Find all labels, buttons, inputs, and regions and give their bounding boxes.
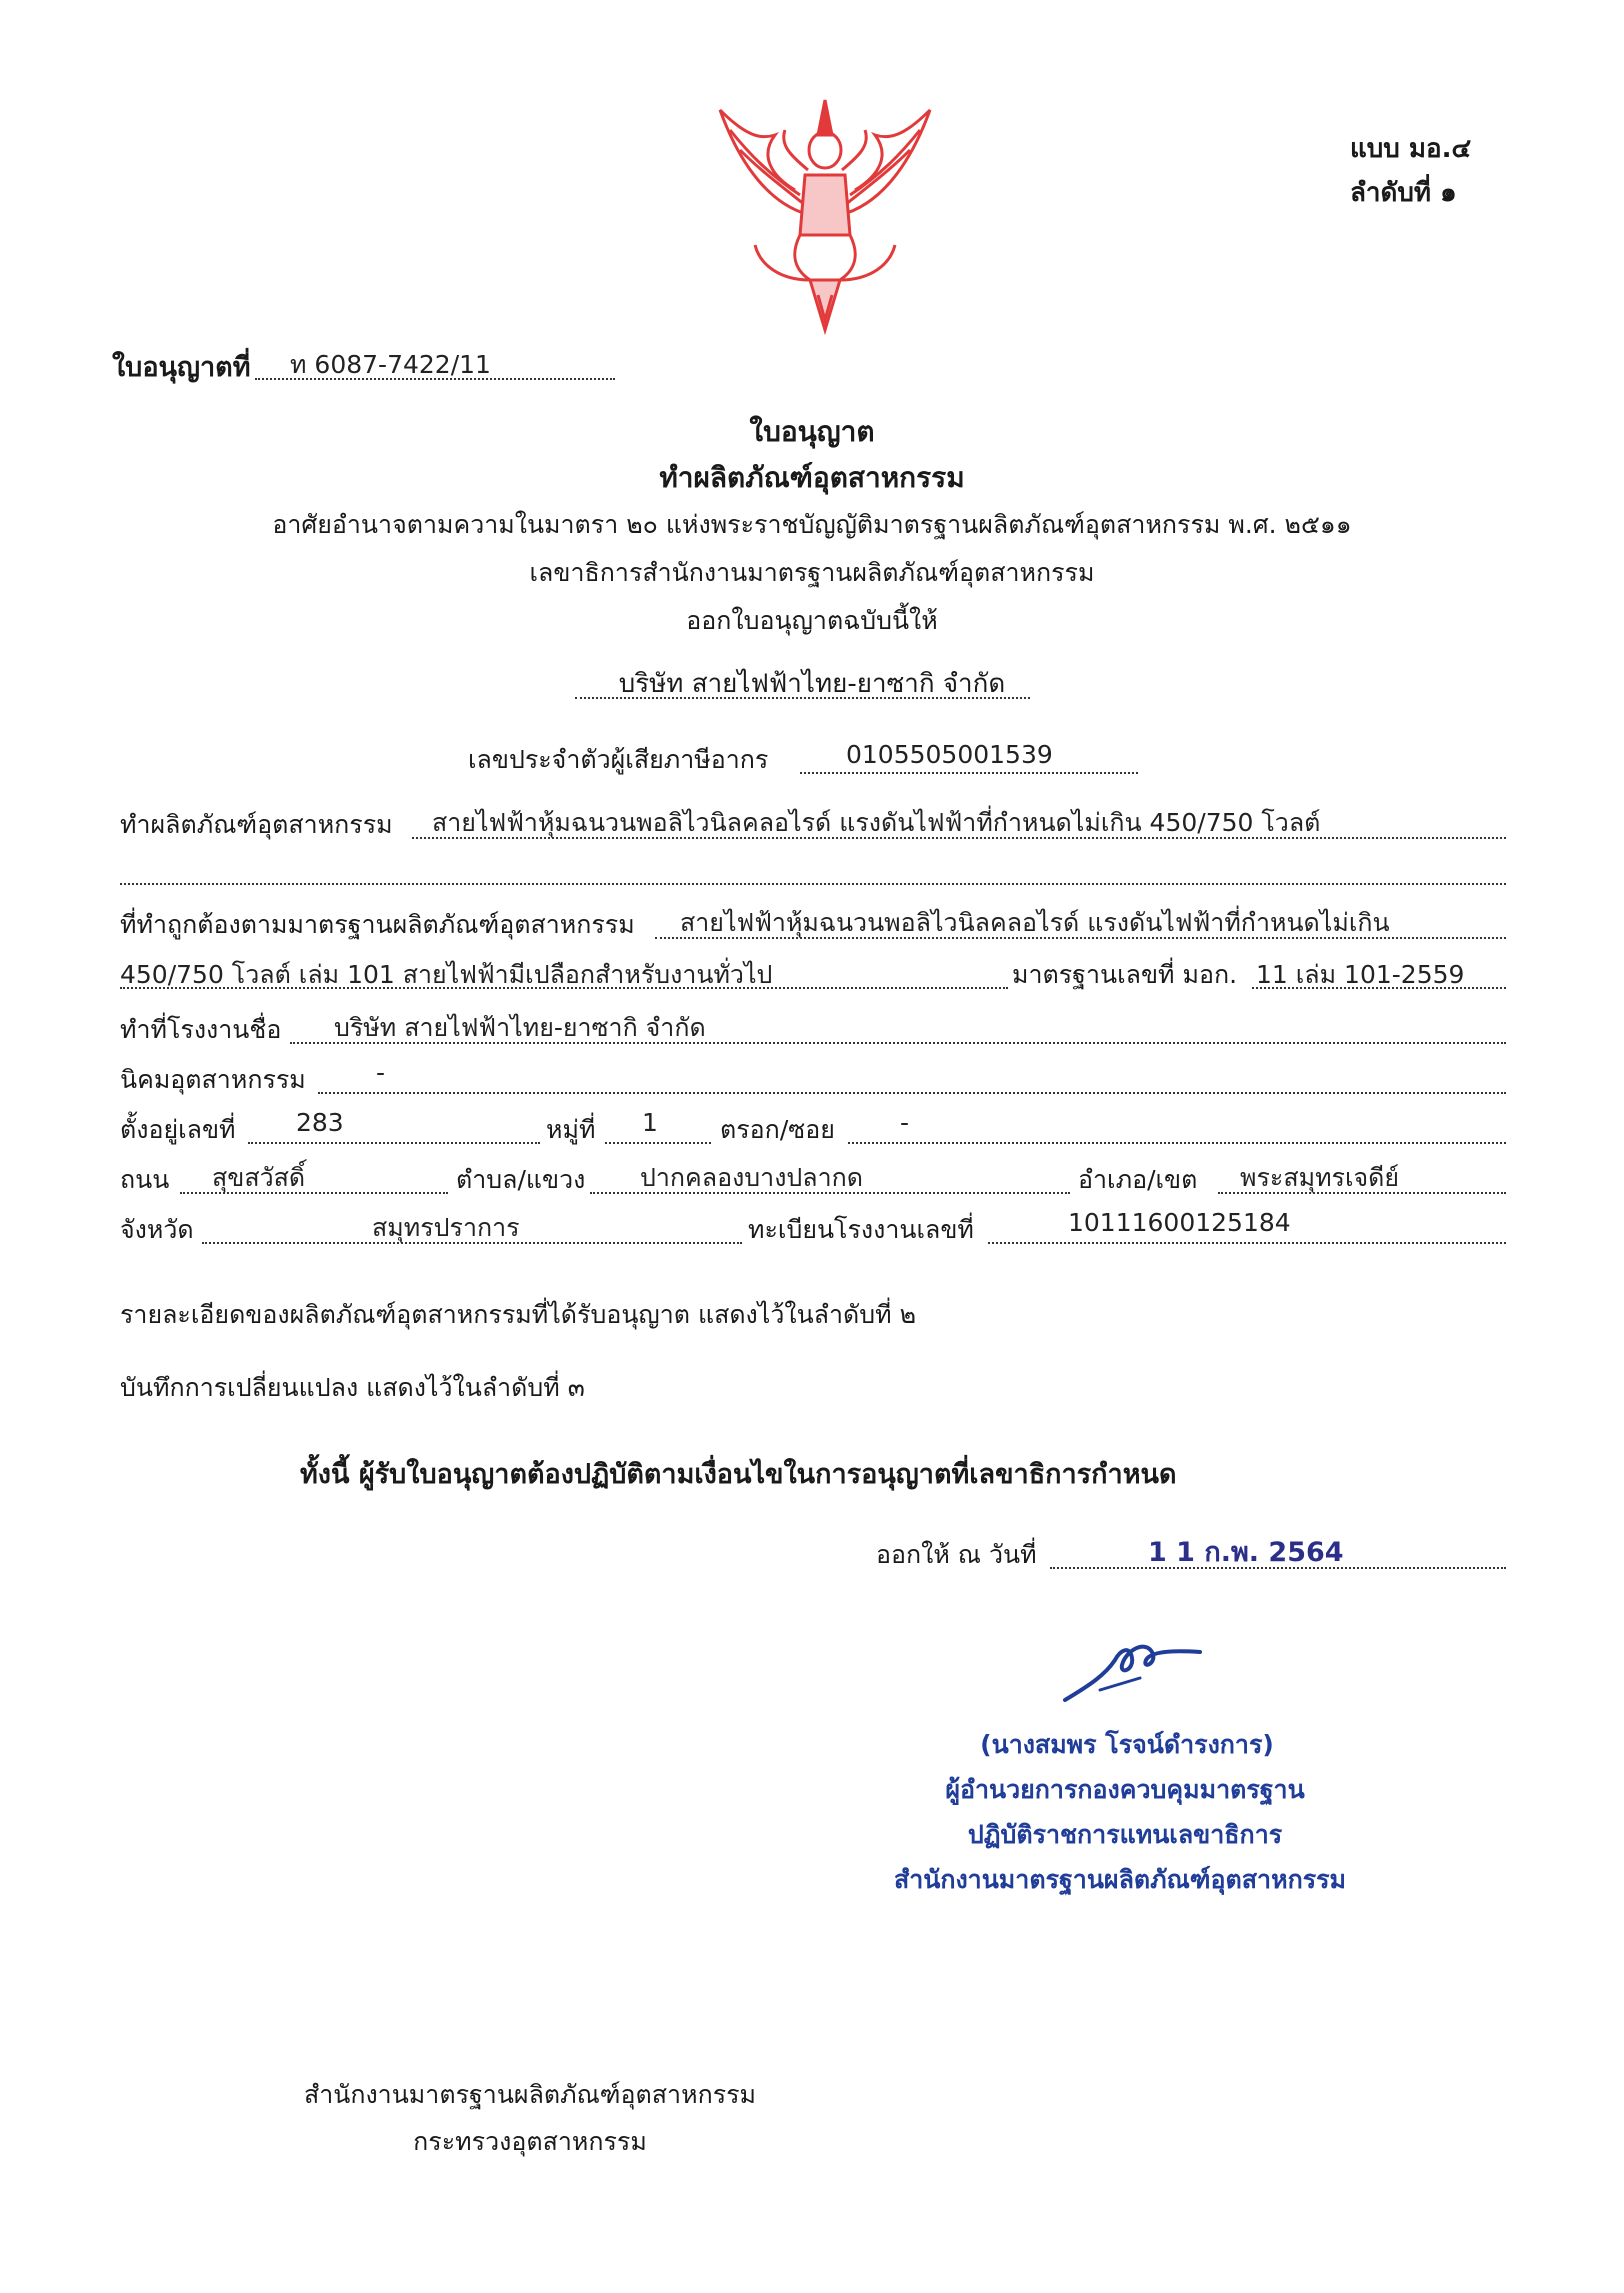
address-label: ตั้งอยู่เลขที่ bbox=[120, 1115, 236, 1144]
issue-date-stamp: 1 1 ก.พ. 2564 bbox=[1148, 1537, 1344, 1568]
reg-label: ทะเบียนโรงงานเลขที่ bbox=[748, 1215, 974, 1244]
product-value: สายไฟฟ้าหุ้มฉนวนพอลิไวนิลคลอไรด์ แรงดันไฟฟ้าที่กำหนดไม่เกิน 450/750 โวลต์ bbox=[432, 808, 1321, 837]
product-line-2 bbox=[120, 883, 1506, 885]
standard-no-value: 11 เล่ม 101-2559 bbox=[1256, 960, 1465, 989]
factory-name-value: บริษัท สายไฟฟ้าไทย-ยาซากิ จำกัด bbox=[334, 1013, 706, 1042]
licensee-name: บริษัท สายไฟฟ้าไทย-ยาซากิ จำกัด bbox=[618, 669, 1006, 699]
estate-line bbox=[318, 1092, 1506, 1094]
province-label: จังหวัด bbox=[120, 1215, 194, 1244]
road-value: สุขสวัสดิ์ bbox=[212, 1163, 306, 1192]
subdistrict-label: ตำบล/แขวง bbox=[456, 1165, 586, 1194]
condition-note: ทั้งนี้ ผู้รับใบอนุญาตต้องปฏิบัติตามเงื่อนไขในการอนุญาตที่เลขาธิการกำหนด bbox=[300, 1459, 1177, 1490]
moo-label: หมู่ที่ bbox=[546, 1115, 596, 1144]
license-no-label: ใบอนุญาตที่ bbox=[112, 352, 251, 383]
signatory-title-1: ผู้อำนวยการกองควบคุมมาตรฐาน bbox=[945, 1775, 1305, 1804]
moo-line bbox=[605, 1142, 711, 1144]
footer-ministry: กระทรวงอุตสาหกรรม bbox=[413, 2127, 647, 2156]
signatory-name: (นางสมพร โรจน์ดำรงการ) bbox=[980, 1730, 1274, 1759]
standard-value-1: สายไฟฟ้าหุ้มฉนวนพอลิไวนิลคลอไรด์ แรงดันไฟฟ้าที่กำหนดไม่เกิน bbox=[680, 908, 1390, 937]
tax-id-value: 0105505001539 bbox=[846, 740, 1053, 769]
standard-label: ที่ทำถูกต้องตามมาตรฐานผลิตภัณฑ์อุตสาหกรรม bbox=[120, 910, 635, 939]
standard-value-2: 450/750 โวลต์ เล่ม 101 สายไฟฟ้ามีเปลือกสำหรับงานทั่วไป bbox=[120, 960, 773, 989]
address-value: 283 bbox=[296, 1108, 344, 1137]
estate-label: นิคมอุตสาหกรรม bbox=[120, 1065, 306, 1094]
address-line bbox=[248, 1142, 540, 1144]
signatory-title-2: ปฏิบัติราชการแทนเลขาธิการ bbox=[967, 1820, 1283, 1849]
district-label: อำเภอ/เขต bbox=[1078, 1165, 1198, 1194]
tax-id-line bbox=[800, 772, 1138, 774]
issue-date-label: ออกให้ ณ วันที่ bbox=[876, 1540, 1037, 1569]
product-label: ทำผลิตภัณฑ์อุตสาหกรรม bbox=[120, 810, 393, 839]
signatory-title-3: สำนักงานมาตรฐานผลิตภัณฑ์อุตสาหกรรม bbox=[893, 1865, 1347, 1894]
standard-line-2 bbox=[120, 987, 1008, 989]
factory-name-label: ทำที่โรงงานชื่อ bbox=[120, 1015, 282, 1044]
doc-title: ใบอนุญาต bbox=[749, 415, 875, 448]
standard-no-label: มาตรฐานเลขที่ มอก. bbox=[1012, 960, 1238, 989]
footer-office: สำนักงานมาตรฐานผลิตภัณฑ์อุตสาหกรรม bbox=[303, 2080, 757, 2109]
doc-subtitle: ทำผลิตภัณฑ์อุตสาหกรรม bbox=[659, 461, 965, 494]
subdistrict-value: ปากคลองบางปลากด bbox=[640, 1163, 864, 1192]
authority-line: อาศัยอำนาจตามความในมาตรา ๒๐ แห่งพระราชบัญญัติมาตรฐานผลิตภัณฑ์อุตสาหกรรม พ.ศ. ๒๕๑๑ bbox=[272, 510, 1352, 539]
soi-value: - bbox=[900, 1108, 910, 1137]
issue-line: ออกใบอนุญาตฉบับนี้ให้ bbox=[686, 606, 938, 635]
road-label: ถนน bbox=[120, 1165, 170, 1194]
tax-id-label: เลขประจำตัวผู้เสียภาษีอากร bbox=[468, 745, 769, 774]
province-value: สมุทรปราการ bbox=[372, 1213, 520, 1242]
district-value: พระสมุทรเจดีย์ bbox=[1240, 1163, 1400, 1192]
reg-line bbox=[988, 1242, 1506, 1244]
soi-label: ตรอก/ซอย bbox=[720, 1115, 835, 1144]
estate-value: - bbox=[376, 1058, 386, 1087]
garuda-emblem bbox=[700, 95, 950, 335]
secretary-line: เลขาธิการสำนักงานมาตรฐานผลิตภัณฑ์อุตสาหกรรม bbox=[529, 558, 1095, 587]
moo-value: 1 bbox=[642, 1108, 658, 1137]
changes-note: บันทึกการเปลี่ยนแปลง แสดงไว้ในลำดับที่ ๓ bbox=[120, 1373, 585, 1402]
form-order: ลำดับที่ ๑ bbox=[1350, 178, 1457, 208]
license-no-value: ท 6087-7422/11 bbox=[290, 350, 491, 379]
signature-mark bbox=[1060, 1630, 1210, 1710]
form-code: แบบ มอ.๔ bbox=[1350, 134, 1472, 164]
details-note: รายละเอียดของผลิตภัณฑ์อุตสาหกรรมที่ได้รับอนุญาต แสดงไว้ในลำดับที่ ๒ bbox=[120, 1300, 917, 1329]
reg-value: 10111600125184 bbox=[1068, 1208, 1291, 1237]
soi-line bbox=[848, 1142, 1506, 1144]
